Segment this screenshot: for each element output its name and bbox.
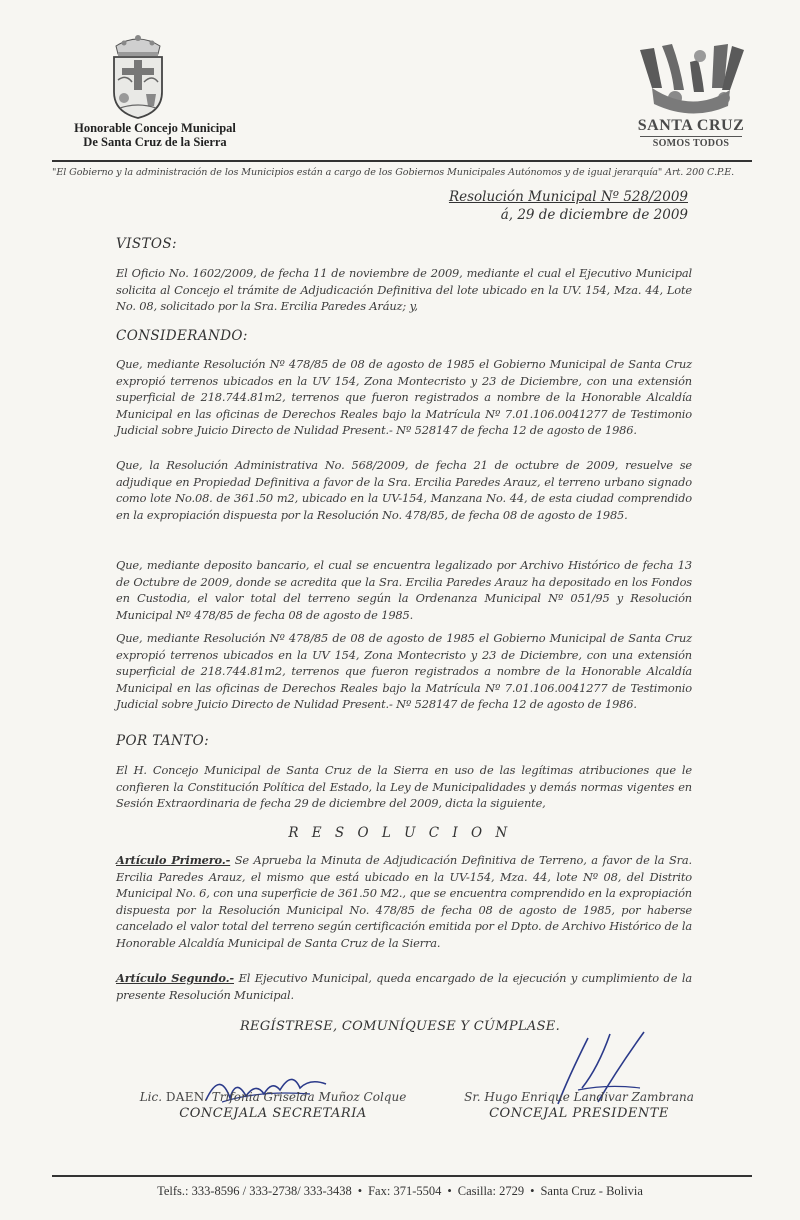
article-second — [116, 970, 692, 1003]
considerando-heading: CONSIDERANDO: — [116, 328, 248, 344]
secretary-signature-block — [118, 1090, 428, 1121]
vistos-heading: VISTOS: — [116, 236, 177, 252]
footer-fax: Fax: 371-5504 — [368, 1184, 442, 1198]
president-name: Sr. Hugo Enrique Landivar Zambrana — [464, 1090, 694, 1104]
header-divider — [52, 160, 752, 162]
santa-cruz-logo-title: SANTA CRUZ — [637, 117, 745, 134]
considerando-paragraph: Que, mediante Resolución Nº 478/85 de 08 de agosto de 1985 el Gobierno Municipal de Santa Cruz expropió terrenos ubicados en la UV 154, Zona Montecristo y 23 de Diciembre, con una extensión superficial de 218.744.81m2, terrenos que fueron registrados a nombre de la Honorable Alcaldía Municipal en las oficinas de Derechos Reales bajo la Matrícula Nº 7.01.106.0041277 de Testimonio Judicial sobre Juicio Directo de Nulidad Present.- Nº 528147 de fecha 12 de agosto de 1986. — [116, 631, 692, 711]
resolucion-heading: R E S O L U C I O N — [288, 825, 512, 841]
footer-divider — [52, 1175, 752, 1177]
santa-cruz-logo-subtitle: SOMOS TODOS — [640, 136, 742, 149]
santa-cruz-logo-icon — [632, 40, 750, 120]
president-role: CONCEJAL PRESIDENTE — [489, 1106, 669, 1121]
constitutional-motto: "El Gobierno y la administración de los Municipios están a cargo de los Gobiernos Municipales Autónomos y de igual jerarquía" Art. 200 C.P.E. — [52, 167, 735, 178]
article-first-label: Artículo Primero.- — [116, 853, 231, 867]
resolution-date: á, 29 de diciembre de 2009 — [500, 207, 688, 223]
article-first-text: Se Aprueba la Minuta de Adjudicación Definitiva de Terreno, a favor de la Sra. Ercilia Paredes Arauz, el mismo que está ubicado en la UV-154, Mza. 44, lote Nº 08, del Distrito Municipal No. 6, con una superficie de 361.50 M2., que se encuentra comprendido en la expropiación dispuesta por la Resolución Municipal No. 478/85 de fecha 08 de agosto de 1985, por haberse cancelado el valor total del terreno según certificación emitida por el Dpto. de Archivo Histórico de la Honorable Alcaldía Municipal de Santa Cruz de la Sierra. — [116, 853, 693, 950]
footer-contact: Telfs.: 333-8596 / 333-2738/ 333-3438 • Fax: 371-5504 • Casilla: 2729 • Santa Cruz - Bolivia — [157, 1184, 643, 1198]
council-name — [40, 121, 270, 149]
council-name-line1: Honorable Concejo Municipal — [74, 121, 236, 135]
secretary-title: DAEN. — [165, 1090, 208, 1104]
considerando-paragraph: Que, mediante Resolución Nº 478/85 de 08 de agosto de 1985 el Gobierno Municipal de Santa Cruz expropió terrenos ubicados en la UV 154, Zona Montecristo y 23 de Diciembre, con una extensión superficial de 218.744.81m2, terrenos que fueron registrados a nombre de la Honorable Alcaldía Municipal en las oficinas de Derechos Reales bajo la Matrícula Nº 7.01.106.0041277 de Testimonio Judicial sobre Juicio Directo de Nulidad Present.- Nº 528147 de fecha 12 de agosto de 1986. — [116, 357, 692, 437]
footer-city: Santa Cruz - Bolivia — [540, 1184, 643, 1198]
council-name-line2: De Santa Cruz de la Sierra — [83, 135, 227, 149]
secretary-role: CONCEJALA SECRETARIA — [179, 1106, 367, 1121]
secretary-fullname: Trifonia Griselda Muñoz Colque — [207, 1090, 407, 1104]
secretary-name — [118, 1090, 428, 1104]
resolution-number: Resolución Municipal Nº 528/2009 — [448, 189, 688, 205]
secretary-prefix: Lic. — [139, 1090, 166, 1104]
article-second-label: Artículo Segundo.- — [116, 971, 234, 985]
footer-box: Casilla: 2729 — [457, 1184, 525, 1198]
por-tanto-text: El H. Concejo Municipal de Santa Cruz de la Sierra en uso de las legítimas atribuciones que le confieren la Constitución Política del Estado, la Ley de Municipalidades y demás normas vigentes en Sesión Extraordinaria de fecha 29 de diciembre del 2009, dicta la siguiente, — [116, 763, 692, 810]
article-second-text: El Ejecutivo Municipal, queda encargado de la ejecución y cumplimiento de la presente Resolución Municipal. — [116, 971, 693, 1002]
considerando-paragraph: Que, la Resolución Administrativa No. 568/2009, de fecha 21 de octubre de 2009, resuelve se adjudique en Propiedad Definitiva a favor de la Sra. Ercilia Paredes Arauz, el terreno urbano signado como lote No.08. de 361.50 m2, ubicado en la UV-154, Manzana No. 44, de esta ciudad comprendido en la expropiación dispuesta por la Resolución No. 478/85, de fecha 08 de agosto de 1985. — [116, 458, 692, 522]
letterhead — [0, 0, 800, 162]
footer-phones: Telfs.: 333-8596 / 333-2738/ 333-3438 — [157, 1184, 352, 1198]
por-tanto-heading: POR TANTO: — [116, 733, 210, 749]
president-signature-block — [452, 1090, 706, 1121]
article-first — [116, 852, 692, 951]
closing-formula: REGÍSTRESE, COMUNÍQUESE Y CÚMPLASE. — [239, 1019, 561, 1034]
coat-of-arms-icon — [102, 30, 174, 120]
vistos-text: El Oficio No. 1602/2009, de fecha 11 de noviembre de 2009, mediante el cual el Ejecutivo Municipal solicita al Concejo el trámite de Adjudicación Definitiva del lote ubicado en la UV. 154, Mza. 44, Lote No. 08, solicitado por la Sra. Ercilia Paredes Aráuz; y, — [116, 266, 692, 313]
considerando-paragraph: Que, mediante deposito bancario, el cual se encuentra legalizado por Archivo Histórico de fecha 13 de Octubre de 2009, donde se acredita que la Sra. Ercilia Paredes Arauz ha depositado en los Fondos en Custodia, el valor total del terreno según la Ordenanza Municipal Nº 051/95 y Resolución Municipal Nº 478/85 de fecha 08 de agosto de 1985. — [116, 558, 692, 622]
